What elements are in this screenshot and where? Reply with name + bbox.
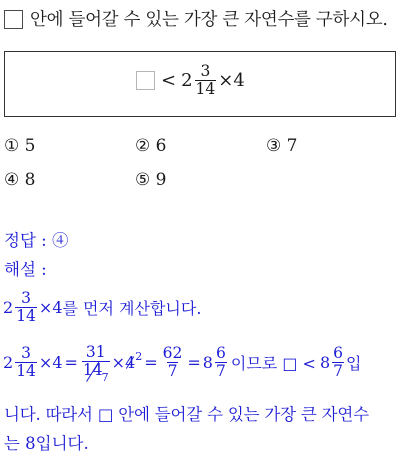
reduced-multiplier: 2: [135, 349, 143, 363]
times-symbol: ×: [218, 70, 234, 91]
mixed-fraction: [215, 345, 227, 380]
multiplier: 4: [52, 352, 63, 372]
equals-symbol: =: [187, 352, 201, 372]
explanation-line-3: 니다. 따라서 □ 안에 들어갈 수 있는 가장 큰 자연수: [4, 405, 369, 424]
multiplier: 4: [233, 70, 245, 91]
multiplier: 4: [52, 298, 63, 317]
explanation-text: 이므로 □ <: [230, 353, 316, 373]
explanation-label: 해설: [4, 260, 36, 279]
product-fraction: [162, 345, 184, 380]
choice-3: [266, 136, 297, 156]
fraction-denominator: 14: [16, 307, 36, 325]
equals-symbol: =: [64, 352, 78, 372]
answer-value: ④: [51, 231, 69, 250]
reduced-denominator: 7: [101, 371, 109, 384]
answer-label: 정답: [4, 231, 36, 250]
choice-2: [135, 136, 166, 156]
mixed-whole: 2: [3, 352, 14, 372]
choice-value: 6: [155, 136, 167, 156]
explanation-label-line: [4, 260, 47, 280]
mixed-whole: 8: [202, 352, 213, 372]
blank-box: [136, 71, 155, 90]
problem-fraction: [195, 63, 217, 98]
improper-fraction: [82, 343, 110, 384]
fraction-numerator: 3: [200, 62, 211, 80]
explanation-colon: :: [41, 260, 47, 279]
blank-box: [4, 10, 23, 29]
equals-symbol: =: [144, 352, 158, 372]
mixed-whole: 2: [181, 70, 193, 91]
less-than-symbol: <: [161, 70, 177, 91]
choice-marker: ⑤: [135, 170, 151, 190]
explanation-text: 를 먼저 계산합니다.: [62, 299, 202, 318]
fraction-denominator: 14: [195, 80, 216, 98]
fraction-numerator: 31: [85, 343, 106, 361]
question-text: 안에 들어갈 수 있는 가장 큰 자연수를 구하시오.: [30, 10, 388, 30]
fraction-numerator: 62: [162, 343, 183, 362]
explanation-text: 입: [346, 353, 362, 373]
choice-1: [4, 136, 35, 156]
problem-expression: [136, 63, 245, 98]
cancelled-multiplier: 4: [125, 352, 136, 372]
choice-marker: ④: [4, 170, 20, 190]
mixed-whole: 2: [3, 298, 14, 317]
choice-value: 8: [24, 170, 36, 190]
fraction-numerator: 3: [21, 343, 31, 362]
explanation-line-1: [3, 290, 201, 325]
choice-value: 7: [286, 136, 298, 156]
fraction-denominator: [82, 361, 110, 384]
choice-value: 9: [155, 170, 167, 190]
fraction: [15, 290, 37, 325]
fraction-numerator: 6: [215, 343, 226, 362]
times-symbol: ×: [111, 352, 126, 372]
fraction-denominator: 7: [215, 361, 226, 380]
fraction-denominator: 7: [333, 361, 343, 380]
fraction-numerator: 3: [21, 289, 31, 307]
answer-line: [4, 231, 68, 251]
answer-colon: :: [41, 231, 47, 250]
fraction: [15, 345, 37, 380]
cancelled-denominator: 14: [82, 361, 103, 379]
fraction-denominator: 14: [16, 361, 36, 380]
mixed-whole: 8: [319, 352, 331, 372]
fraction-denominator: 7: [167, 361, 178, 380]
times-symbol: ×: [38, 352, 53, 372]
choice-4: [4, 170, 35, 190]
fraction-numerator: 6: [333, 343, 343, 362]
choice-value: 5: [24, 136, 36, 156]
choice-marker: ③: [266, 136, 282, 156]
explanation-line-2: [3, 343, 362, 384]
explanation-line-4: 는 8입니다.: [4, 434, 89, 453]
times-symbol: ×: [38, 298, 53, 317]
choice-marker: ②: [135, 136, 151, 156]
choice-marker: ①: [4, 136, 20, 156]
choice-5: [135, 170, 166, 190]
mixed-fraction: [332, 345, 344, 380]
